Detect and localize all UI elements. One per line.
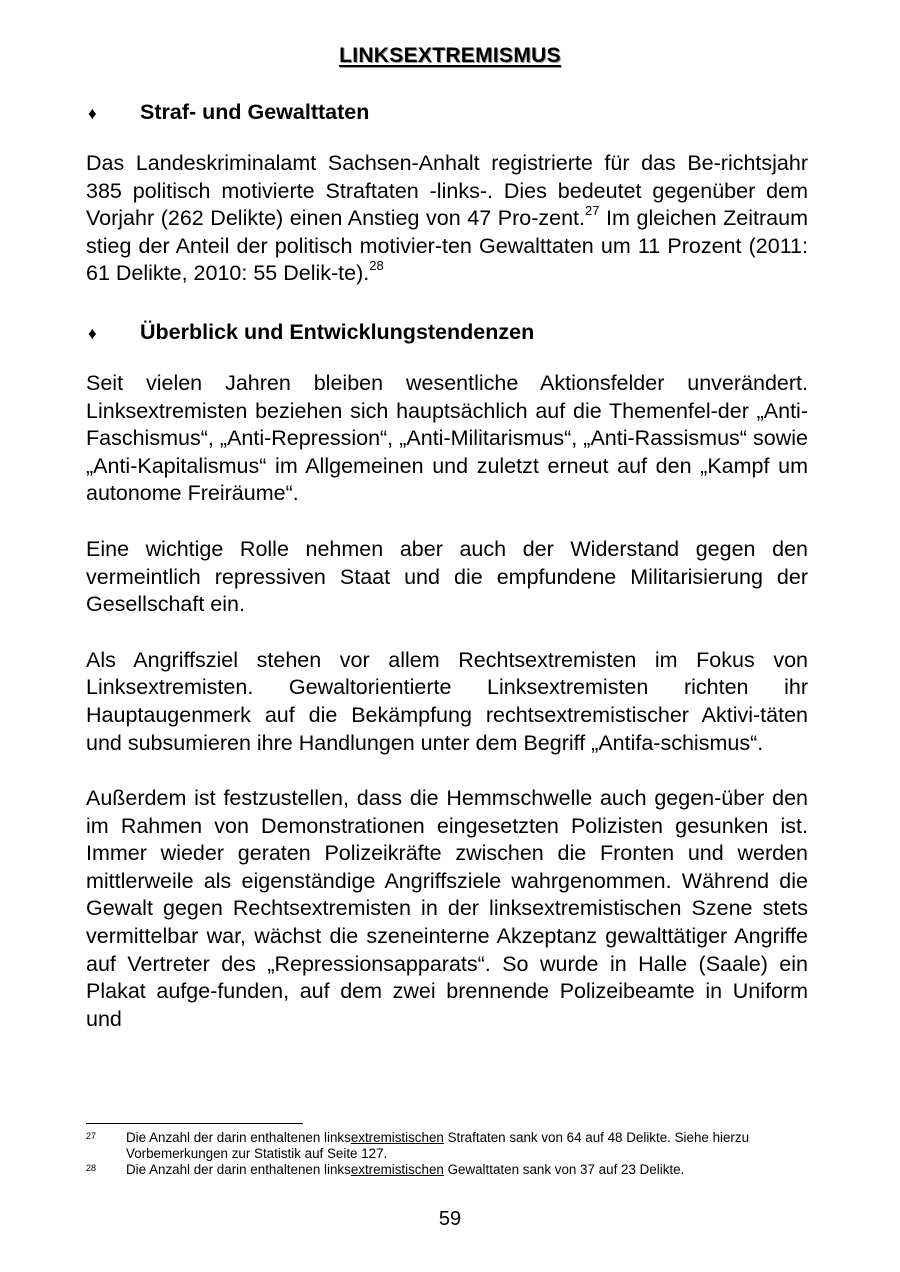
section-heading-label: Überblick und Entwicklungstendenzen [140, 319, 535, 344]
footnote-text [126, 1130, 808, 1162]
footnote-underlined-word: extremistischen [350, 1162, 444, 1177]
footnote-text [126, 1162, 808, 1178]
page-header-title: LINKSEXTREMISMUS [339, 44, 561, 67]
footnote-28 [86, 1162, 808, 1178]
paragraph-angriffsziel: Als Angriffsziel stehen vor allem Rechtsextremisten im Fokus von Linksextremisten. Gewaltorientierte Linksextremisten richten ihr Hauptaugenmerk auf die Bekämpfung rechtsextremistischer Aktivi-täten und subsumieren ihre Handlungen unter dem Begriff „Antifa-schismus“. [86, 647, 808, 755]
footnote-text-prefix: Die Anzahl der darin enthaltenen links [126, 1130, 351, 1145]
footnote-number: 27 [86, 1131, 97, 1141]
footnote-text-suffix: Straftaten sank von 64 auf 48 Delikte. Siehe hierzu Vorbemerkungen zur Statistik auf Seite 127. [126, 1130, 750, 1161]
paragraph-aktionsfelder: Seit vielen Jahren bleiben wesentliche Aktionsfelder unverändert. Linksextremisten beziehen sich hauptsächlich auf die Themenfel-der „Anti-Faschismus“, „Anti-Repression“, „Anti-Militarismus“, „Anti-Rassismus“ sowie „Anti-Kapitalismus“ im Allgemeinen und zuletzt erneut auf den „Kampf um autonome Freiräume“. [86, 370, 808, 506]
section-heading-label: Straf- und Gewalttaten [140, 100, 370, 124]
section-heading-ueberblick [86, 318, 808, 348]
footnotes [86, 1123, 808, 1178]
page-number: 59 [438, 1208, 462, 1230]
diamond-bullet-icon: ♦ [88, 323, 97, 343]
diamond-bullet-icon: ♦ [88, 104, 97, 123]
footnote-text-suffix: Gewalttaten sank von 37 auf 23 Delikte. [443, 1162, 685, 1177]
paragraph-straftaten [86, 150, 808, 288]
paragraph-hemmschwelle: Außerdem ist festzustellen, dass die Hemmschwelle auch gegen-über den im Rahmen von Demonstrationen eingesetzten Polizisten gesunken ist. Immer wieder geraten Polizeikräfte zwischen die Fronten und werden mittlerweile als eigenständige Angriffsziele wahrgenommen. Während die Gewalt gegen Rechtsextremisten in der linksextremistischen Szene stets vermittelbar war, wächst die szeneinterne Akzeptanz gewalttätiger Angriffe auf Vertreter des „Repressionsapparats“. So wurde in Halle (Saale) ein Plakat aufge-funden, auf dem zwei brennende Polizeibeamte in Uniform und [86, 786, 808, 1031]
footnote-divider [86, 1123, 303, 1124]
footnote-underlined-word: extremistischen [350, 1130, 444, 1145]
section-heading-straftaten [86, 98, 808, 128]
footnote-reference-27: 27 [585, 203, 600, 219]
paragraph-text: Im gleichen Zeitraum stieg der Anteil der politisch motivier-ten Gewalttaten um 11 Prozent (2011: 61 Delikte, 2010: 55 Delik-te). [86, 206, 808, 286]
paragraph-text: Das Landeskriminalamt Sachsen-Anhalt registrierte für das Be-richtsjahr 385 politisch motivierte Straftaten -links-. Dies bedeutet gegenüber dem Vorjahr (262 Delikte) einen Anstieg von 47 Pro-zent. [86, 151, 808, 231]
footnote-reference-28: 28 [369, 258, 384, 274]
footnote-text-prefix: Die Anzahl der darin enthaltenen links [126, 1162, 351, 1177]
footnote-27 [86, 1130, 808, 1162]
paragraph-widerstand: Eine wichtige Rolle nehmen aber auch der Widerstand gegen den vermeintlich repressiven Staat und die empfundene Militarisierung der Gesellschaft ein. [86, 536, 808, 617]
main-content [86, 98, 808, 1033]
footnote-number: 28 [86, 1163, 97, 1173]
